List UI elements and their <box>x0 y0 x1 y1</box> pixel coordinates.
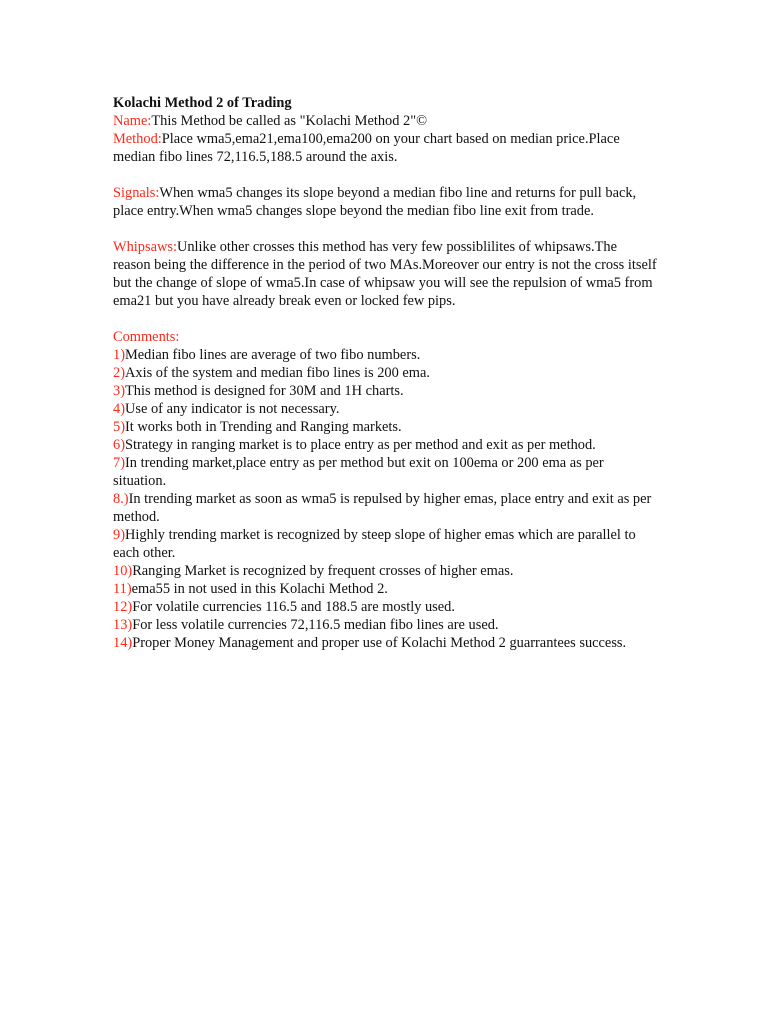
comment-text: It works both in Trending and Ranging markets. <box>125 419 402 435</box>
comment-text: Highly trending market is recognized by steep slope of higher emas which are parallel to each other. <box>113 527 636 561</box>
whipsaws-label: Whipsaws: <box>113 239 177 255</box>
comment-number: 2) <box>113 365 125 381</box>
comment-number: 7) <box>113 455 125 471</box>
signals-text: When wma5 changes its slope beyond a median fibo line and returns for pull back, place entry.When wma5 changes slope beyond the median fibo line exit from trade. <box>113 185 637 219</box>
comment-number: 8.) <box>113 491 129 507</box>
comment-text: In trending market,place entry as per method but exit on 100ema or 200 ema as per situation. <box>113 455 604 489</box>
comment-item <box>113 400 658 418</box>
comment-item <box>113 454 658 490</box>
signals-label: Signals: <box>113 185 160 201</box>
comment-number: 3) <box>113 383 125 399</box>
method-paragraph <box>113 130 658 166</box>
method-text: Place wma5,ema21,ema100,ema200 on your chart based on median price.Place median fibo lines 72,116.5,188.5 around the axis. <box>113 131 620 165</box>
comment-item <box>113 382 658 400</box>
comment-number: 10) <box>113 563 133 579</box>
document-title: Kolachi Method 2 of Trading <box>113 95 292 111</box>
comment-number: 12) <box>113 599 133 615</box>
comment-number: 11) <box>113 581 132 597</box>
paragraph-gap <box>113 220 658 238</box>
comment-text: Ranging Market is recognized by frequent crosses of higher emas. <box>132 563 514 579</box>
comment-number: 13) <box>113 617 133 633</box>
signals-paragraph <box>113 184 658 220</box>
name-paragraph <box>113 112 658 130</box>
comment-text: In trending market as soon as wma5 is repulsed by higher emas, place entry and exit as per method. <box>113 491 652 525</box>
comment-text: Strategy in ranging market is to place entry as per method and exit as per method. <box>125 437 596 453</box>
comment-number: 1) <box>113 347 125 363</box>
paragraph-gap <box>113 166 658 184</box>
method-label: Method: <box>113 131 162 147</box>
comment-text: Use of any indicator is not necessary. <box>125 401 340 417</box>
comment-item <box>113 490 658 526</box>
comment-text: Axis of the system and median fibo lines is 200 ema. <box>125 365 430 381</box>
comment-text: For volatile currencies 116.5 and 188.5 are mostly used. <box>132 599 455 615</box>
comment-text: For less volatile currencies 72,116.5 median fibo lines are used. <box>132 617 499 633</box>
comment-item <box>113 364 658 382</box>
name-text: This Method be called as "Kolachi Method 2"© <box>151 113 428 129</box>
document-page <box>113 94 658 652</box>
name-label: Name: <box>113 113 152 129</box>
whipsaws-text: Unlike other crosses this method has very few possiblilites of whipsaws.The reason being the difference in the period of two MAs.Moreover our entry is not the cross itself but the change of slope of wma5.In case of whipsaw you will see the repulsion of wma5 from ema21 but you have already break even or locked few pips. <box>113 239 657 309</box>
comment-number: 6) <box>113 437 125 453</box>
comment-item <box>113 526 658 562</box>
comment-item <box>113 418 658 436</box>
comment-item <box>113 562 658 580</box>
comments-heading: Comments: <box>113 329 180 345</box>
comment-text: Proper Money Management and proper use of Kolachi Method 2 guarrantees success. <box>132 635 627 651</box>
comment-text: ema55 in not used in this Kolachi Method 2. <box>131 581 388 597</box>
comment-item <box>113 634 658 652</box>
comments-list <box>113 346 658 652</box>
paragraph-gap <box>113 310 658 328</box>
comment-item <box>113 598 658 616</box>
comment-number: 4) <box>113 401 125 417</box>
comment-item <box>113 580 658 598</box>
comment-item <box>113 346 658 364</box>
comment-text: Median fibo lines are average of two fibo numbers. <box>125 347 421 363</box>
whipsaws-paragraph <box>113 238 658 310</box>
comment-number: 14) <box>113 635 133 651</box>
comment-number: 9) <box>113 527 125 543</box>
comment-text: This method is designed for 30M and 1H charts. <box>125 383 404 399</box>
comment-number: 5) <box>113 419 125 435</box>
comment-item <box>113 436 658 454</box>
comment-item <box>113 616 658 634</box>
